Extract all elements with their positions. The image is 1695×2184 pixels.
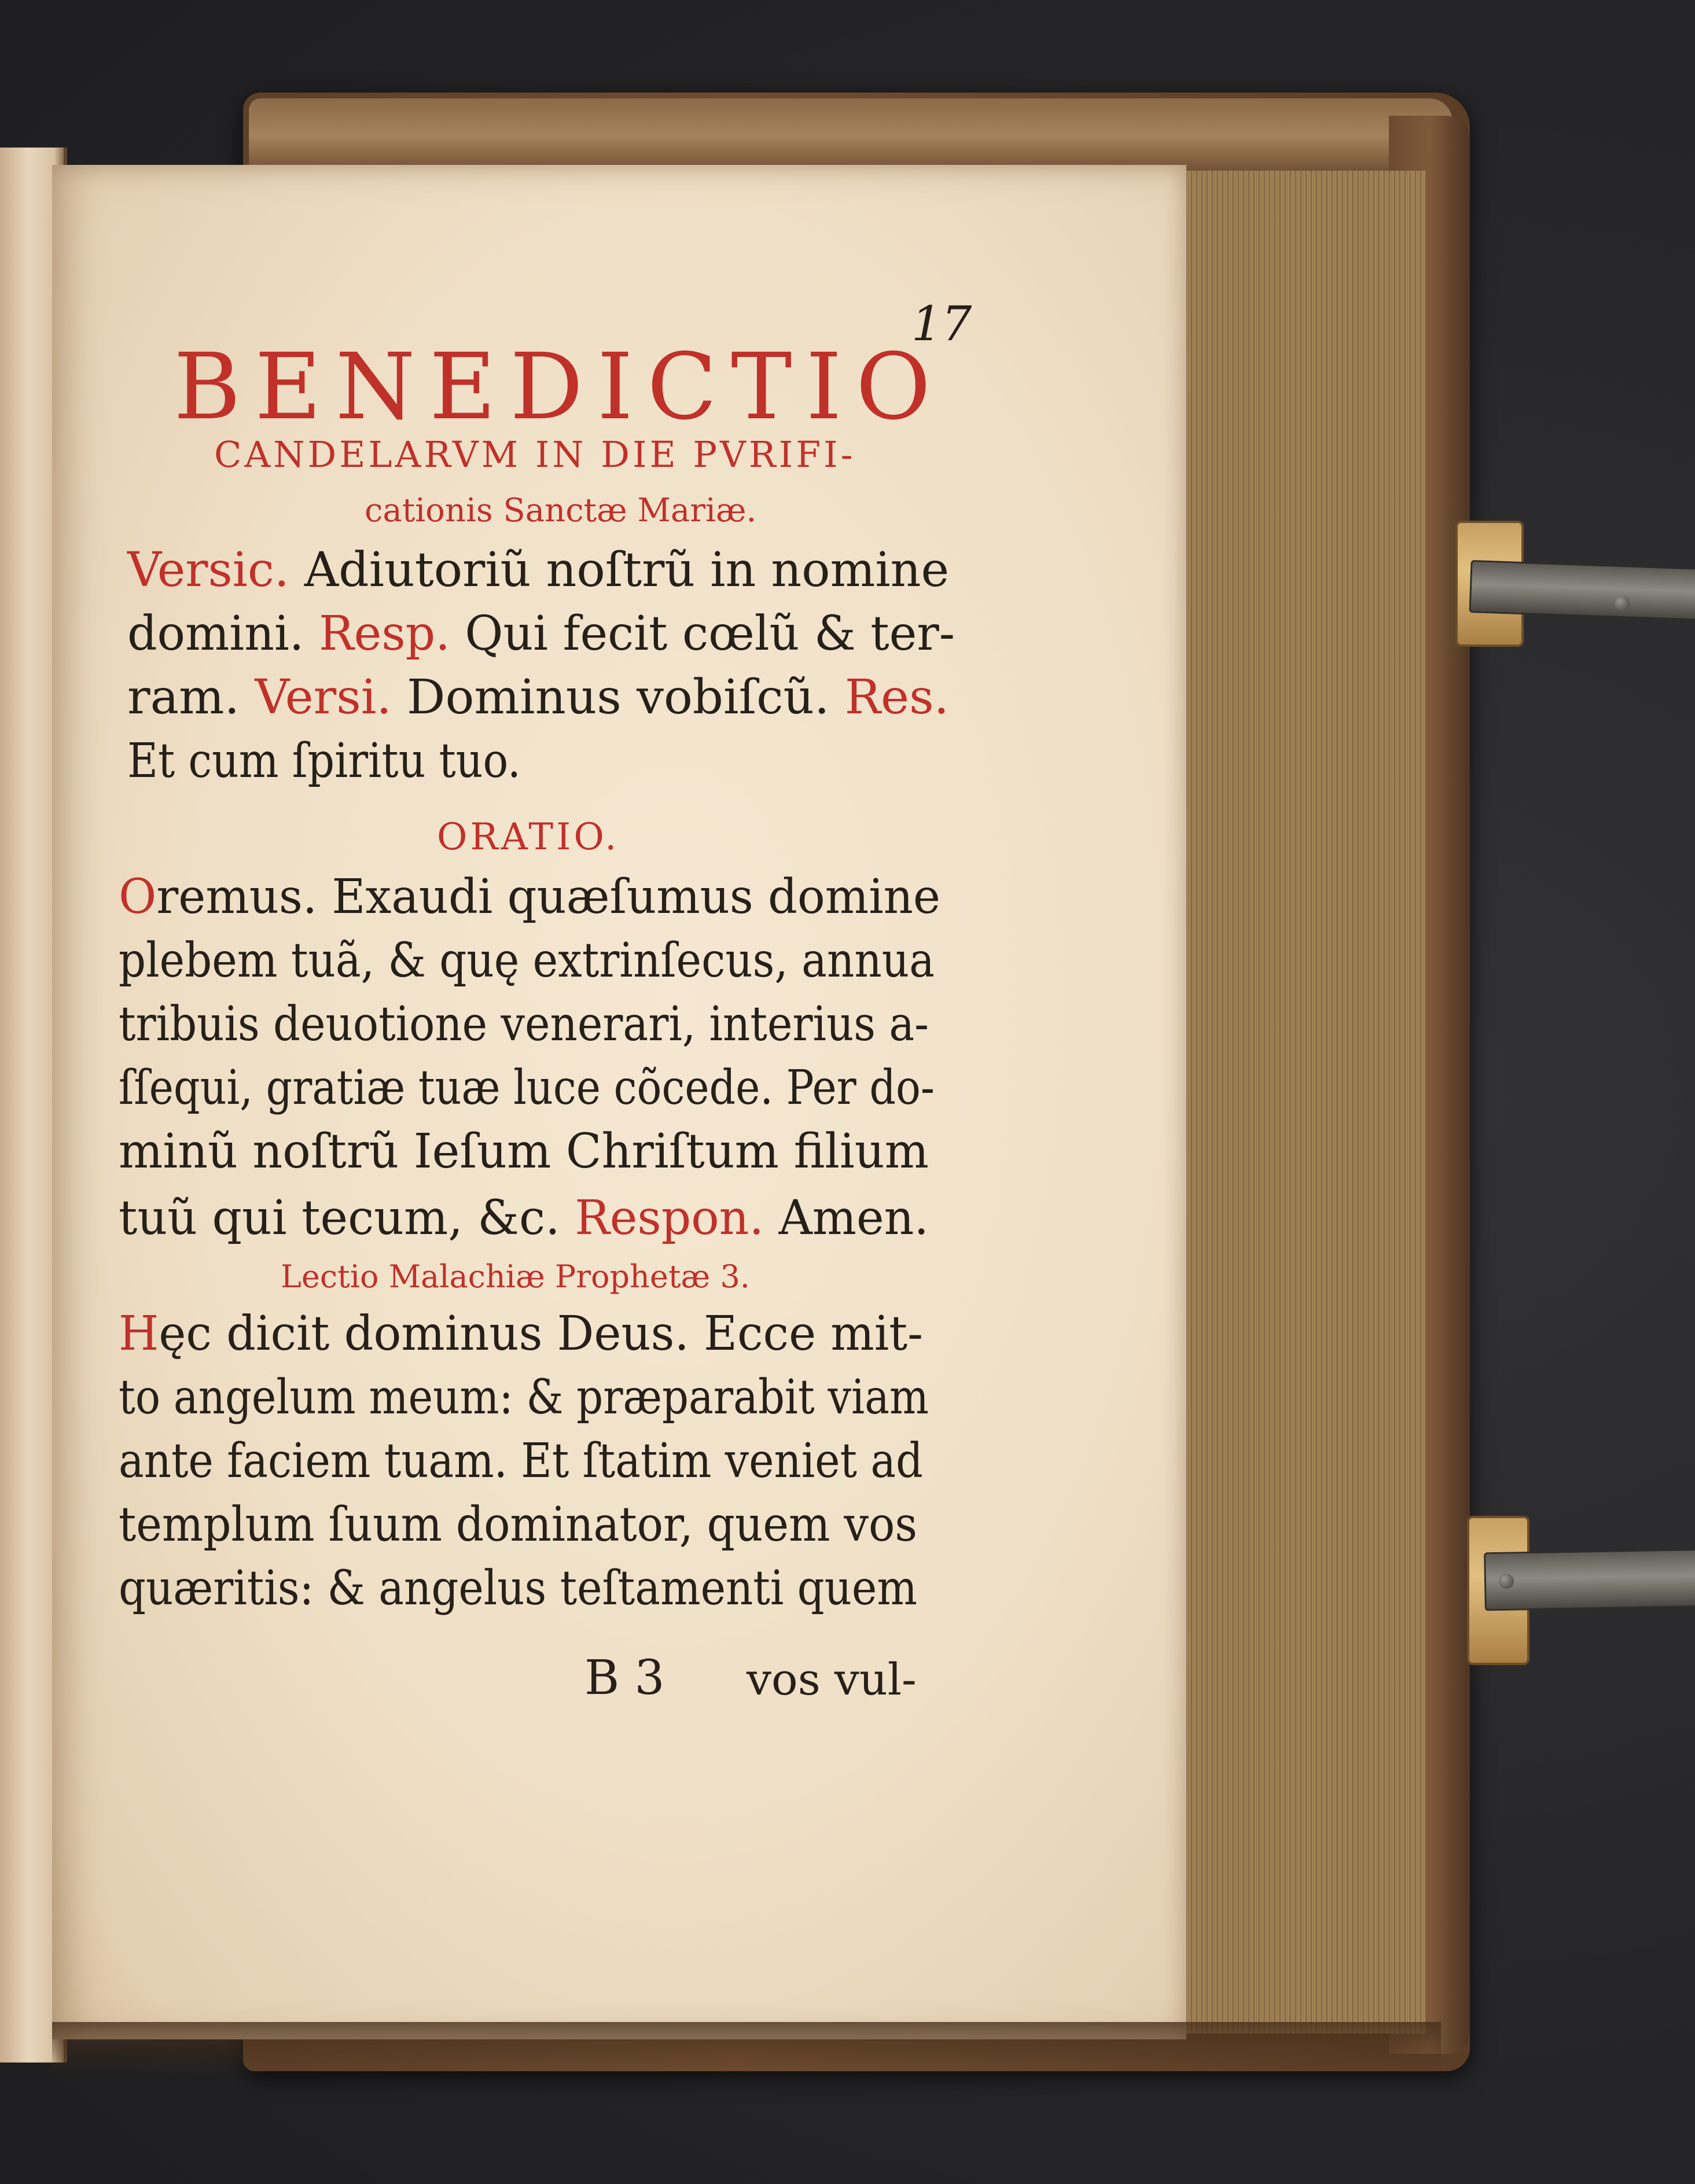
rubric-text: Versic. xyxy=(127,543,289,598)
line-text: ęc dicit dominus Deus. Ecce mit- xyxy=(159,1306,923,1361)
line-text: remus. Exaudi quæſumus domine xyxy=(156,870,940,925)
text-line xyxy=(119,1191,929,1246)
line-text: quæritis: & angelus teſtamenti quem xyxy=(119,1561,917,1616)
line-text: Adiutoriũ noſtrũ in nomine xyxy=(289,543,949,598)
text-line xyxy=(119,870,940,925)
text-line xyxy=(119,1434,923,1489)
line-text: minũ noſtrũ Ieſum Chriſtum filium xyxy=(119,1124,929,1179)
page-bottom-shadow xyxy=(52,2022,1441,2074)
text-line xyxy=(119,933,935,988)
page-title: BENEDICTIO xyxy=(174,334,945,440)
oratio-heading: ORATIO. xyxy=(437,816,620,859)
line-text: plebem tuã, & quę extrinſecus, annua xyxy=(119,933,935,988)
lower-clasp-rivet xyxy=(1499,1574,1514,1589)
text-line xyxy=(119,1370,929,1425)
catchword: vos vul- xyxy=(747,1653,917,1705)
text-line xyxy=(127,543,949,598)
text-line xyxy=(119,1561,917,1616)
subtitle-line-2: cationis Sanctæ Mariæ. xyxy=(365,492,757,529)
line-text: ram. xyxy=(127,670,255,725)
rubric-text: Versi. xyxy=(255,670,392,725)
lectio-heading: Lectio Malachiæ Prophetæ 3. xyxy=(281,1258,750,1295)
folio-number: 17 xyxy=(911,297,972,352)
subtitle-line-1: CANDELARVM IN DIE PVRIFI- xyxy=(214,433,856,476)
line-text: tribuis deuotione venerari, interius a- xyxy=(119,997,929,1052)
text-line xyxy=(119,1306,923,1361)
line-text: Dominus vobiſcũ. xyxy=(391,670,845,725)
upper-clasp-strap xyxy=(1469,560,1695,621)
text-line xyxy=(119,1060,935,1115)
text-line xyxy=(127,670,950,725)
rubric-text: O xyxy=(119,870,157,925)
rubric-text: Respon. xyxy=(575,1191,764,1246)
page-block-edges xyxy=(1181,171,1426,2034)
rubric-text: Resp. xyxy=(319,606,450,661)
lower-clasp-strap xyxy=(1484,1549,1695,1611)
line-text: Qui fecit cœlũ & ter- xyxy=(450,606,955,661)
line-text: templum ſuum dominator, quem vos xyxy=(119,1497,917,1552)
line-text: to angelum meum: & præparabit viam xyxy=(119,1370,929,1425)
text-line xyxy=(119,1497,917,1552)
upper-clasp-rivet xyxy=(1615,596,1630,611)
cover-top-edge xyxy=(249,98,1453,174)
line-text: tuũ qui tecum, &c. xyxy=(119,1191,575,1246)
line-text: ſſequi, gratiæ tuæ luce cõcede. Per do- xyxy=(119,1060,935,1115)
line-text: Et cum ſpiritu tuo. xyxy=(127,734,521,789)
signature-mark: B 3 xyxy=(584,1651,665,1706)
rubric-text: Res. xyxy=(844,670,950,725)
text-line xyxy=(119,997,929,1052)
line-text: ante faciem tuam. Et ſtatim veniet ad xyxy=(119,1434,923,1489)
text-line xyxy=(127,606,955,661)
text-line xyxy=(127,734,521,789)
rubric-text: H xyxy=(119,1306,159,1361)
line-text: Amen. xyxy=(764,1191,929,1246)
text-line xyxy=(119,1124,929,1179)
line-text: domini. xyxy=(127,606,319,661)
